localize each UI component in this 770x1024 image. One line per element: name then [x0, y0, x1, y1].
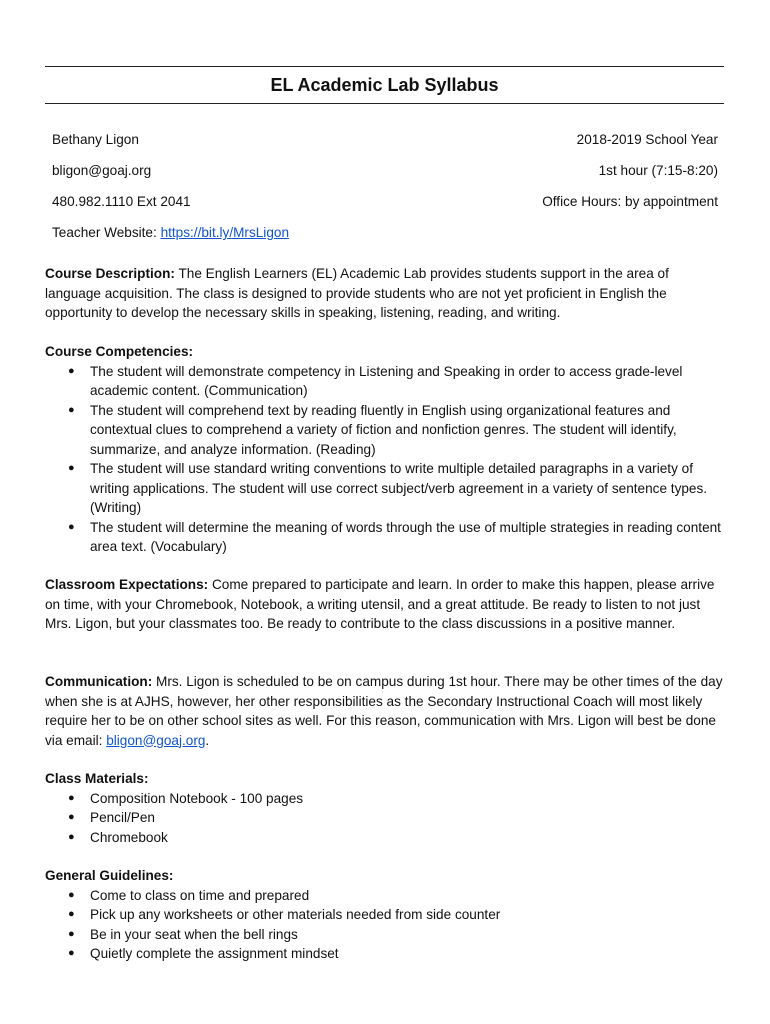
list-item: ● The student will demonstrate competency in Listening and Speaking in order to access grade-level academic content. (Communication) — [45, 362, 725, 401]
communication-heading: Communication: — [45, 674, 153, 689]
competencies-heading: Course Competencies: — [45, 344, 194, 359]
website-label: Teacher Website: — [52, 225, 161, 240]
expectations-heading: Classroom Expectations: — [45, 577, 209, 592]
list-item: ● The student will comprehend text by reading fluently in English using organizational features and contextual clues to comprehend a variety of fiction and nonfiction genres. The student will identify, summarize, and analyze information. (Reading) — [45, 401, 725, 460]
materials-list — [45, 789, 725, 848]
list-item: ● The student will determine the meaning of words through the use of multiple strategies in reading content area text. (Vocabulary) — [45, 518, 725, 557]
course-description-text: The English Learners (EL) Academic Lab provides students support in the area of language acquisition. The class is designed to provide students who are not yet proficient in English the opportunity to develop the necessary skills in speaking, listening, reading, and writing. — [45, 266, 669, 320]
expectations-text: Come prepared to participate and learn. In order to make this happen, please arrive on time, with your Chromebook, Notebook, a writing utensil, and a great attitude. Be ready to listen to not just Mrs. Ligon, but your classmates too. Be ready to contribute to the class discussions in a positive manner. — [45, 577, 715, 631]
course-description — [45, 264, 725, 323]
info-row-4 — [52, 223, 718, 243]
teacher-email: bligon@goaj.org — [52, 163, 152, 178]
competencies-list — [45, 362, 725, 557]
school-year: 2018-2019 School Year — [576, 132, 718, 147]
communication — [45, 672, 725, 750]
course-description-heading: Course Description: — [45, 266, 175, 281]
list-item: ● Quietly complete the assignment mindset — [45, 944, 725, 964]
communication-email-link[interactable]: bligon@goaj.org — [106, 732, 206, 748]
class-hour: 1st hour (7:15-8:20) — [598, 163, 718, 178]
top-rule — [45, 66, 724, 67]
classroom-expectations — [45, 575, 725, 634]
guidelines-list — [45, 886, 725, 964]
office-hours: Office Hours: by appointment — [542, 194, 718, 209]
list-item: ● Come to class on time and prepared — [45, 886, 725, 906]
course-competencies — [45, 342, 725, 557]
class-materials — [45, 769, 725, 847]
website-line — [52, 223, 289, 243]
general-guidelines — [45, 866, 725, 964]
info-row-1 — [52, 130, 718, 150]
guidelines-heading: General Guidelines: — [45, 868, 174, 883]
teacher-phone: 480.982.1110 Ext 2041 — [52, 194, 191, 209]
list-item: ● Pencil/Pen — [45, 808, 725, 828]
list-item: ● Pick up any worksheets or other materials needed from side counter — [45, 905, 725, 925]
page-title: EL Academic Lab Syllabus — [270, 75, 499, 95]
communication-text: Mrs. Ligon is scheduled to be on campus during 1st hour. There may be other times of the day when she is at AJHS, however, her other responsibilities as the Secondary Instructional Coach will most likely require her to be on other school sites as well. For this reason, communication with Mrs. Ligon will best be done via email: — [45, 674, 723, 748]
list-item: ● The student will use standard writing conventions to write multiple detailed paragraphs in a variety of writing applications. The student will use correct subject/verb agreement in a variety of sentence types. (Writing) — [45, 459, 725, 518]
communication-end: . — [205, 732, 210, 748]
list-item: ● Composition Notebook - 100 pages — [45, 789, 725, 809]
materials-heading: Class Materials: — [45, 771, 149, 786]
title-rule — [45, 103, 724, 104]
list-item: ● Chromebook — [45, 828, 725, 848]
teacher-name: Bethany Ligon — [52, 132, 139, 147]
website-link[interactable]: https://bit.ly/MrsLigon — [160, 225, 289, 240]
list-item: ● Be in your seat when the bell rings — [45, 925, 725, 945]
info-row-2 — [52, 161, 718, 181]
info-row-3 — [52, 192, 718, 212]
